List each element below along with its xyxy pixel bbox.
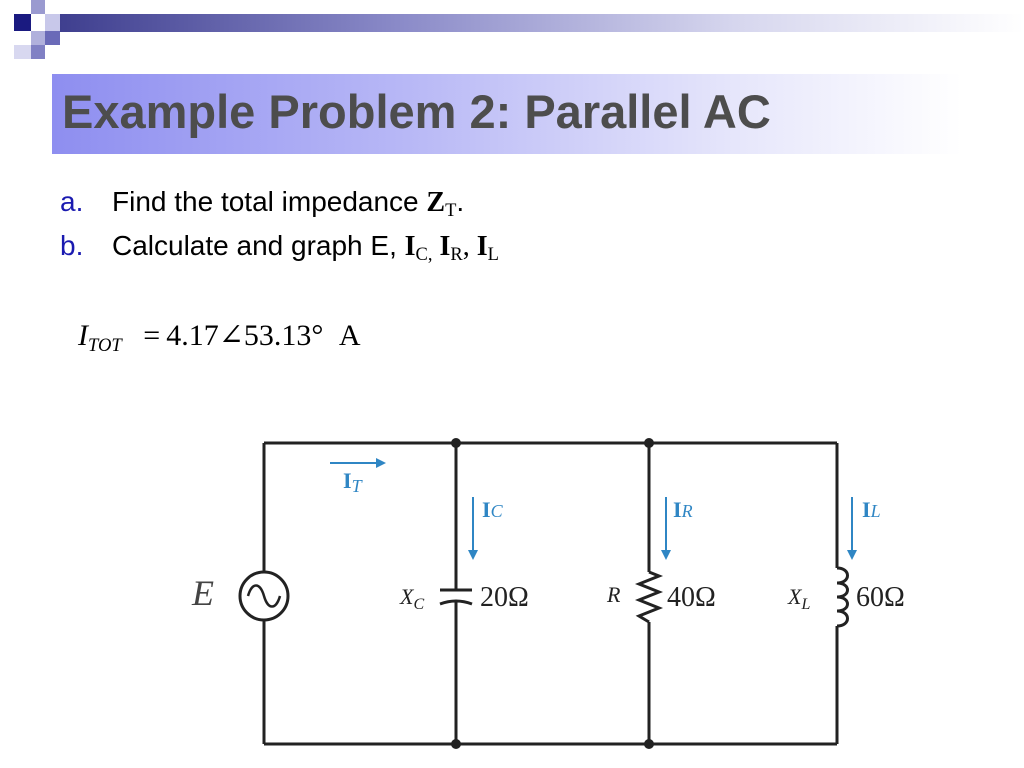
angle-symbol: ∠ [218,319,244,352]
symbol-z: Z [426,187,446,218]
total-current-sub: T [351,476,362,496]
svg-text:XL [787,584,810,613]
symbol-ic: I [404,231,416,262]
symbol-sub: C, [415,244,433,265]
svg-text:IR [673,497,693,522]
question-text: Calculate and graph E, [112,230,405,261]
junction-dot [451,739,461,749]
question-text: Find the total impedance [112,186,427,217]
symbol-il: I [476,231,488,262]
inductor [837,568,848,626]
ind-label: X [788,584,802,609]
source-label: E [192,573,214,613]
junction-dot [644,438,654,448]
junction-dot [451,438,461,448]
ind-current-symbol: I [862,497,871,522]
ac-source [240,572,288,620]
symbol-sub: L [487,244,499,265]
equation-lhs: I [78,319,88,352]
equation-angle: 53.13° [243,319,324,352]
svg-text:IL [862,497,881,522]
cap-current-sub: C [490,501,503,521]
cap-label-sub: C [413,596,425,613]
res-value: 40Ω [667,582,716,613]
svg-text:IC [482,497,504,522]
question-suffix: . [456,186,465,217]
cap-value: 20Ω [480,582,529,613]
symbol-sub: T [445,200,457,221]
cap-current-symbol: I [482,497,491,522]
total-current-symbol: I [343,468,352,493]
cap-label: X [400,584,414,609]
resistor [639,572,659,622]
slide-title: Example Problem 2: Parallel AC [62,85,771,138]
equation-unit: A [338,319,361,352]
question-marker: a. [60,186,84,217]
res-label: R [607,582,621,607]
ind-current-sub: L [870,501,881,521]
equation-magnitude: 4.17 [166,319,219,352]
equation-equals: = [143,319,161,352]
equation-lhs-sub: TOT [88,334,122,356]
symbol-ir: I [439,231,451,262]
ind-value: 60Ω [856,582,905,613]
svg-text:XC [399,584,424,613]
svg-text:IT [343,468,364,496]
question-b: b. Calculate and graph E, $I_{C,}$ $I_R$, $I_L$ [60,230,499,265]
question-marker: b. [60,230,84,261]
capacitor [440,590,472,604]
symbol-sub: R [450,244,463,265]
ind-label-sub: L [801,596,811,613]
res-current-symbol: I [673,497,682,522]
junction-dot [644,739,654,749]
res-current-sub: R [681,501,693,521]
